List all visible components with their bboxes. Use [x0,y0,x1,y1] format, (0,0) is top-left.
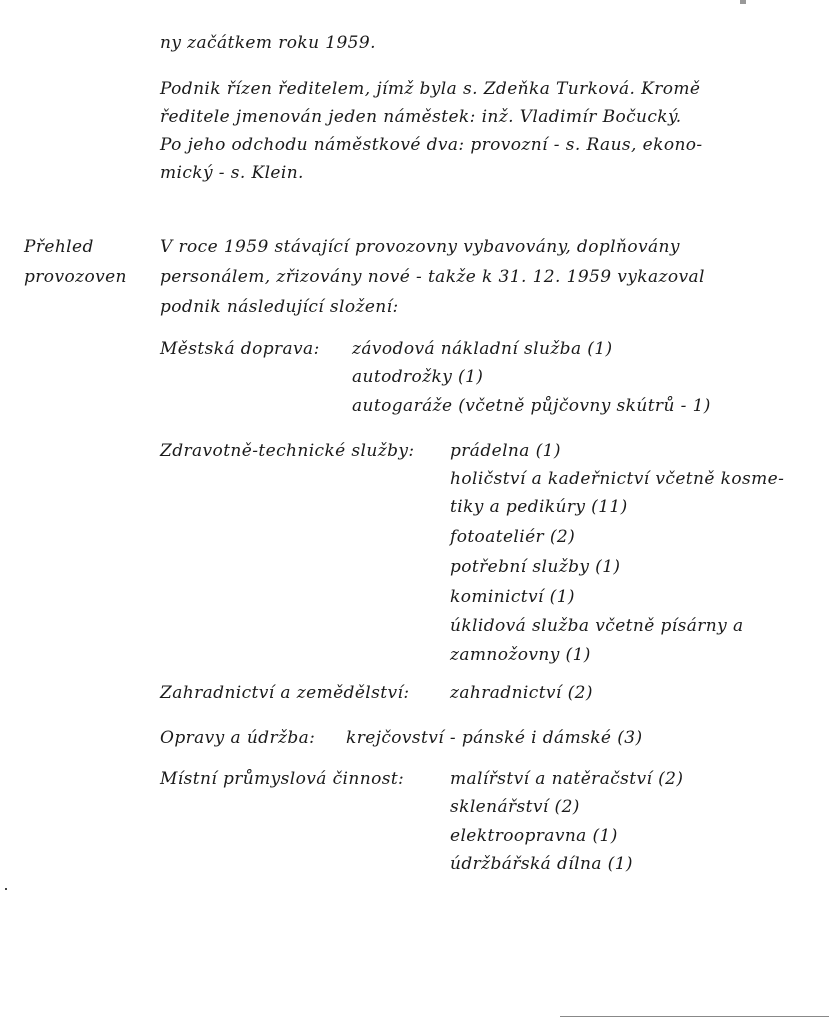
category-item: malířství a natěračství (2) [450,769,684,789]
intro-line: ny začátkem roku 1959. [160,33,376,53]
category-label: Zahradnictví a zemědělství: [160,683,410,703]
scan-edge-line [560,1016,829,1017]
category-item: elektroopravna (1) [450,826,618,846]
category-item: závodová nákladní služba (1) [352,339,613,359]
margin-label: Přehled [24,237,94,257]
scan-speck [740,0,746,4]
category-item: autogaráže (včetně půjčovny skútrů - 1) [352,396,711,416]
category-item: kominictví (1) [450,587,575,607]
scan-speck [5,888,7,890]
category-label: Opravy a údržba: [160,728,316,748]
category-item: údržbářská dílna (1) [450,854,633,874]
category-item: krejčovství - pánské i dámské (3) [346,728,643,748]
intro-para-line: mický - s. Klein. [160,163,304,183]
category-label: Městská doprava: [160,339,320,359]
category-item: prádelna (1) [450,441,561,461]
category-item: potřební služby (1) [450,557,621,577]
category-item: fotoateliér (2) [450,527,576,547]
category-label: Zdravotně-technické služby: [160,441,415,461]
intro-para-line: Podnik řízen ředitelem, jímž byla s. Zdeňka Turková. Kromě [160,79,701,99]
category-item: zahradnictví (2) [450,683,593,703]
category-label: Místní průmyslová činnost: [160,769,405,789]
category-item: zamnožovny (1) [450,645,591,665]
section-text-line: personálem, zřizovány nové - takže k 31. 12. 1959 vykazoval [160,267,705,287]
category-item: tiky a pedikúry (11) [450,497,628,517]
margin-label: provozoven [24,267,127,287]
category-item: holičství a kadeřnictví včetně kosme- [450,469,785,489]
intro-para-line: Po jeho odchodu náměstkové dva: provozní - s. Raus, ekono- [160,135,703,155]
section-text-line: podnik následující složení: [160,297,399,317]
category-item: autodrožky (1) [352,367,484,387]
section-text-line: V roce 1959 stávající provozovny vybavovány, doplňovány [160,237,680,257]
category-item: sklenářství (2) [450,797,580,817]
intro-para-line: ředitele jmenován jeden náměstek: inž. Vladimír Bočucký. [160,107,682,127]
category-item: úklidová služba včetně písárny a [450,616,744,636]
